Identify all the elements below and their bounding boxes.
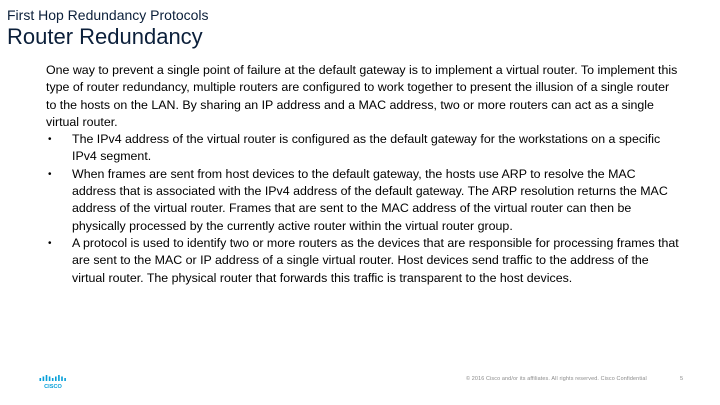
bullet-item [46, 166, 682, 235]
cisco-logo-icon [39, 375, 67, 389]
bullet-text: A protocol is used to identify two or more routers as the devices that are responsible for processing frames that are sent to the MAC or IP address of a single virtual router. Host devices send traffic to the address of the virtual router. The physical router that forwards this traffic is transparent to the host devices. [72, 235, 679, 285]
bullet-text: The IPv4 address of the virtual router is configured as the default gateway for the workstations on a specific IPv4 segment. [72, 132, 661, 164]
bullet-marker: • [48, 134, 52, 146]
bullet-marker: • [48, 237, 52, 249]
section-title: First Hop Redundancy Protocols [7, 7, 209, 23]
slide-body [46, 62, 682, 287]
bullet-item [46, 131, 682, 166]
intro-paragraph: One way to prevent a single point of failure at the default gateway is to implement a virtual router. To implement this type of router redundancy, multiple routers are configured to work together to present the illusion of a single router to the hosts on the LAN. By sharing an IP address and a MAC address, two or more routers can act as a single virtual router. [46, 63, 678, 129]
slide-header [7, 7, 209, 50]
page-number: 5 [680, 376, 684, 382]
bullet-marker: • [48, 168, 52, 180]
page-title: Router Redundancy [7, 24, 203, 49]
copyright-notice: © 2016 Cisco and/or its affiliates. All rights reserved. Cisco Confidential [466, 376, 647, 382]
bullet-item [46, 235, 682, 287]
cisco-logo-text: CISCO [44, 384, 62, 389]
bullet-text: When frames are sent from host devices to the default gateway, the hosts use ARP to resolve the MAC address that is associated with the IPv4 address of the default gateway. The ARP resolution returns the MAC address of the virtual router. Frames that are sent to the MAC address of the virtual router can then be physically processed by the currently active router within the virtual router group. [72, 166, 668, 233]
bullet-list [46, 131, 682, 287]
